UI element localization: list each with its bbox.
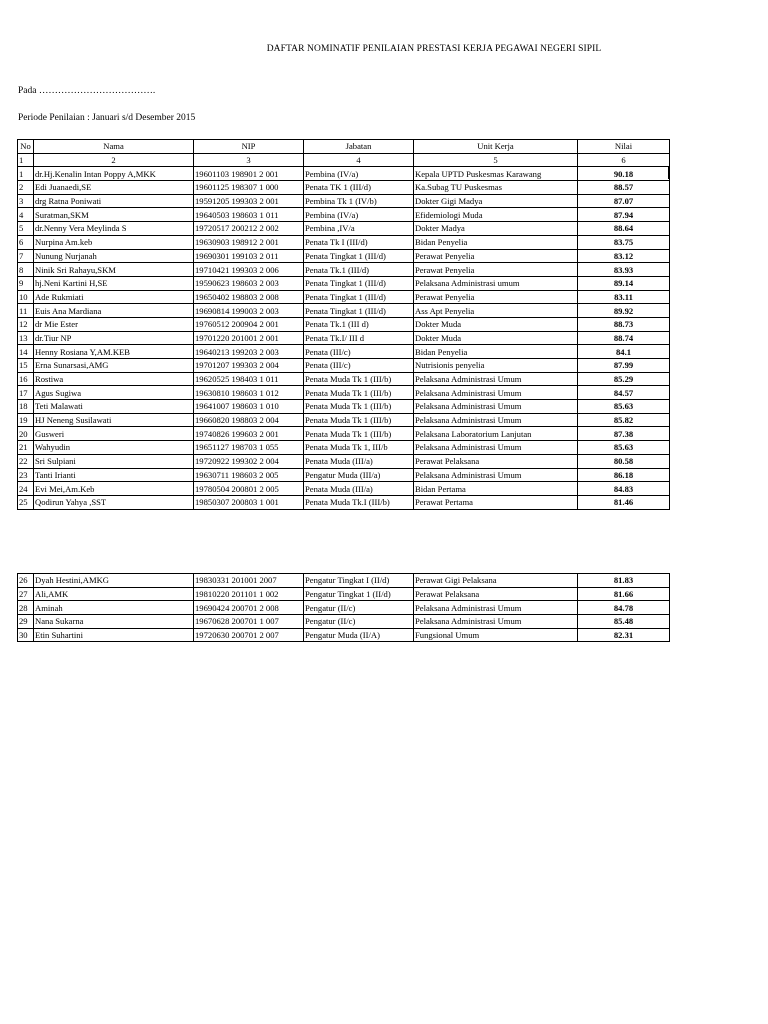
column-number: 3 [194, 153, 304, 167]
row-nama: Aminah [34, 601, 194, 615]
row-no: 16 [18, 372, 34, 386]
row-nama: Sri Sulpiani [34, 454, 194, 468]
header-row [18, 140, 670, 154]
row-unit-kerja: Pelaksana Administrasi umum [414, 276, 578, 290]
row-no: 27 [18, 587, 34, 601]
table-row [18, 628, 670, 642]
row-nilai: 83.93 [578, 263, 670, 277]
row-nip: 19660820 198803 2 004 [194, 413, 304, 427]
table-row [18, 615, 670, 629]
row-nilai: 87.38 [578, 427, 670, 441]
row-unit-kerja: Pelaksana Administrasi Umum [414, 468, 578, 482]
row-no: 21 [18, 441, 34, 455]
column-number: 4 [304, 153, 414, 167]
row-jabatan: Penata Tk I (III/d) [304, 235, 414, 249]
row-no: 14 [18, 345, 34, 359]
row-jabatan: Penata Tingkat 1 (III/d) [304, 249, 414, 263]
row-unit-kerja: Pelaksana Administrasi Umum [414, 372, 578, 386]
row-nip: 19740826 199603 2 001 [194, 427, 304, 441]
row-nama: dr Mie Ester [34, 317, 194, 331]
table-row [18, 482, 670, 496]
table-row [18, 413, 670, 427]
row-no: 26 [18, 574, 34, 588]
row-nilai: 88.74 [578, 331, 670, 345]
row-nip: 19630903 198912 2 001 [194, 235, 304, 249]
row-no: 4 [18, 208, 34, 222]
table-row [18, 317, 670, 331]
row-jabatan: Penata Muda Tk 1 (III/b) [304, 372, 414, 386]
table-row [18, 587, 670, 601]
row-unit-kerja: Dokter Gigi Madya [414, 194, 578, 208]
row-nama: Wahyudin [34, 441, 194, 455]
row-unit-kerja: Pelaksana Administrasi Umum [414, 441, 578, 455]
row-nip: 19701207 199303 2 004 [194, 359, 304, 373]
table-row [18, 331, 670, 345]
row-jabatan: Penata Muda Tk 1 (III/b) [304, 386, 414, 400]
row-nilai: 87.94 [578, 208, 670, 222]
pada-line: Pada ………………………………. [18, 86, 156, 96]
row-unit-kerja: Pelaksana Administrasi Umum [414, 386, 578, 400]
table-row [18, 427, 670, 441]
row-nilai: 89.14 [578, 276, 670, 290]
row-unit-kerja: Pelaksana Administrasi Umum [414, 400, 578, 414]
row-nilai: 81.66 [578, 587, 670, 601]
row-nama: hj.Neni Kartini H,SE [34, 276, 194, 290]
row-nama: dr.Tiur NP [34, 331, 194, 345]
periode-line: Periode Penilaian : Januari s/d Desember 2015 [18, 113, 196, 123]
row-no: 5 [18, 222, 34, 236]
table-row [18, 222, 670, 236]
table-row [18, 276, 670, 290]
row-nip: 19591205 199303 2 001 [194, 194, 304, 208]
row-no: 24 [18, 482, 34, 496]
row-nilai: 85.63 [578, 400, 670, 414]
row-unit-kerja: Pelaksana Laboratorium Lanjutan [414, 427, 578, 441]
row-jabatan: Pengatur Muda (II/A) [304, 628, 414, 642]
row-nip: 19590623 198603 2 003 [194, 276, 304, 290]
row-nip: 19720922 199302 2 004 [194, 454, 304, 468]
row-unit-kerja: Fungsional Umum [414, 628, 578, 642]
row-nip: 19780504 200801 2 005 [194, 482, 304, 496]
row-unit-kerja: Perawat Pertama [414, 495, 578, 509]
row-no: 7 [18, 249, 34, 263]
row-nip: 19601103 198901 2 001 [194, 167, 304, 181]
row-jabatan: Penata Muda Tk 1, III/b [304, 441, 414, 455]
table-row [18, 304, 670, 318]
row-jabatan: Penata Tingkat 1 (III/d) [304, 304, 414, 318]
row-nip: 19690424 200701 2 008 [194, 601, 304, 615]
column-number: 2 [34, 153, 194, 167]
row-unit-kerja: Bidan Penyelia [414, 235, 578, 249]
row-unit-kerja: Ka.Subag TU Puskesmas [414, 181, 578, 195]
row-nilai: 83.75 [578, 235, 670, 249]
row-nip: 19640213 199203 2 003 [194, 345, 304, 359]
row-nilai: 85.63 [578, 441, 670, 455]
row-nilai: 85.48 [578, 615, 670, 629]
row-jabatan: Pengatur Muda (III/a) [304, 468, 414, 482]
row-nama: Evi Mei,Am.Keb [34, 482, 194, 496]
row-nama: drg Ratna Poniwati [34, 194, 194, 208]
row-nilai: 80.58 [578, 454, 670, 468]
row-no: 6 [18, 235, 34, 249]
header-nama: Nama [34, 140, 194, 154]
row-unit-kerja: Nutrisionis penyelia [414, 359, 578, 373]
row-no: 1 [18, 167, 34, 181]
table-row [18, 345, 670, 359]
row-nilai: 83.11 [578, 290, 670, 304]
table-row [18, 249, 670, 263]
row-nilai: 85.82 [578, 413, 670, 427]
row-jabatan: Penata Muda Tk.I (III/b) [304, 495, 414, 509]
row-no: 17 [18, 386, 34, 400]
row-jabatan: Pembina (IV/a) [304, 167, 414, 181]
row-no: 11 [18, 304, 34, 318]
row-jabatan: Penata Muda Tk 1 (III/b) [304, 400, 414, 414]
header-jabatan: Jabatan [304, 140, 414, 154]
header-no: No [18, 140, 34, 154]
row-unit-kerja: Bidan Penyelia [414, 345, 578, 359]
row-nip: 19810220 201101 1 002 [194, 587, 304, 601]
row-no: 22 [18, 454, 34, 468]
row-nilai: 87.07 [578, 194, 670, 208]
row-nilai: 90.18 [578, 167, 670, 181]
row-unit-kerja: Perawat Pelaksana [414, 454, 578, 468]
table-row [18, 574, 670, 588]
row-nama: Henny Rosiana Y,AM.KEB [34, 345, 194, 359]
table-row [18, 181, 670, 195]
row-jabatan: Penata Muda Tk 1 (III/b) [304, 413, 414, 427]
row-nama: Gusweri [34, 427, 194, 441]
row-jabatan: Penata Tk.I/ III d [304, 331, 414, 345]
row-unit-kerja: Dokter Muda [414, 331, 578, 345]
row-nama: Dyah Hestini,AMKG [34, 574, 194, 588]
row-no: 20 [18, 427, 34, 441]
row-nilai: 81.46 [578, 495, 670, 509]
row-nama: Teti Malawati [34, 400, 194, 414]
header-nilai: Nilai [578, 140, 670, 154]
row-unit-kerja: Perawat Penyelia [414, 290, 578, 304]
assessment-table-continued [17, 573, 670, 642]
column-number: 6 [578, 153, 670, 167]
header-unit-kerja: Unit Kerja [414, 140, 578, 154]
row-nip: 19720630 200701 2 007 [194, 628, 304, 642]
row-nama: Nurpina Am.keb [34, 235, 194, 249]
row-nilai: 84.78 [578, 601, 670, 615]
row-nip: 19760512 200904 2 001 [194, 317, 304, 331]
row-nip: 19701220 201001 2 001 [194, 331, 304, 345]
row-nama: Nunung Nurjanah [34, 249, 194, 263]
row-no: 12 [18, 317, 34, 331]
row-unit-kerja: Pelaksana Administrasi Umum [414, 615, 578, 629]
row-nama: dr.Hj.Kenalin Intan Poppy A,MKK [34, 167, 194, 181]
table-row [18, 359, 670, 373]
row-jabatan: Pengatur Tingkat 1 (II/d) [304, 587, 414, 601]
column-number: 1 [18, 153, 34, 167]
row-nip: 19620525 198403 1 011 [194, 372, 304, 386]
table-row [18, 194, 670, 208]
row-unit-kerja: Dokter Muda [414, 317, 578, 331]
row-jabatan: Pengatur (II/c) [304, 601, 414, 615]
row-jabatan: Penata Muda (III/a) [304, 454, 414, 468]
row-nilai: 88.57 [578, 181, 670, 195]
row-nama: HJ Neneng Susilawati [34, 413, 194, 427]
row-jabatan: Penata Muda Tk 1 (III/b) [304, 427, 414, 441]
row-unit-kerja: Bidan Pertama [414, 482, 578, 496]
row-nip: 19641007 198603 1 010 [194, 400, 304, 414]
row-no: 2 [18, 181, 34, 195]
row-jabatan: Penata Tingkat 1 (III/d) [304, 276, 414, 290]
row-nip: 19720517 200212 2 002 [194, 222, 304, 236]
row-no: 25 [18, 495, 34, 509]
row-no: 3 [18, 194, 34, 208]
row-nip: 19850307 200803 1 001 [194, 495, 304, 509]
row-jabatan: Penata TK 1 (III/d) [304, 181, 414, 195]
row-jabatan: Penata (III/c) [304, 345, 414, 359]
row-jabatan: Pembina (IV/a) [304, 208, 414, 222]
row-jabatan: Pengatur (II/c) [304, 615, 414, 629]
row-nip: 19650402 198803 2 008 [194, 290, 304, 304]
row-nama: Agus Sugiwa [34, 386, 194, 400]
row-nip: 19630810 198603 1 012 [194, 386, 304, 400]
row-nip: 19690301 199103 2 011 [194, 249, 304, 263]
table-row [18, 495, 670, 509]
row-no: 9 [18, 276, 34, 290]
row-jabatan: Pengatur Tingkat I (II/d) [304, 574, 414, 588]
row-nama: Etin Suhartini [34, 628, 194, 642]
row-nilai: 87.99 [578, 359, 670, 373]
table-row [18, 400, 670, 414]
row-no: 19 [18, 413, 34, 427]
row-unit-kerja: Perawat Penyelia [414, 249, 578, 263]
row-nama: Ade Rukmiati [34, 290, 194, 304]
row-unit-kerja: Perawat Pelaksana [414, 587, 578, 601]
row-nip: 19710421 199303 2 006 [194, 263, 304, 277]
row-no: 23 [18, 468, 34, 482]
row-nama: Ali,AMK [34, 587, 194, 601]
row-nama: Euis Ana Mardiana [34, 304, 194, 318]
table-row [18, 454, 670, 468]
row-jabatan: Pembina Tk 1 (IV/b) [304, 194, 414, 208]
row-unit-kerja: Pelaksana Administrasi Umum [414, 413, 578, 427]
row-nilai: 89.92 [578, 304, 670, 318]
assessment-table [17, 139, 670, 510]
row-nama: Suratman,SKM [34, 208, 194, 222]
row-nilai: 85.29 [578, 372, 670, 386]
row-nama: Rostiwa [34, 372, 194, 386]
row-no: 28 [18, 601, 34, 615]
row-no: 29 [18, 615, 34, 629]
row-no: 10 [18, 290, 34, 304]
row-nilai: 88.64 [578, 222, 670, 236]
row-no: 18 [18, 400, 34, 414]
table-row [18, 167, 670, 181]
row-nama: Tanti Irianti [34, 468, 194, 482]
row-unit-kerja: Ass Apt Penyelia [414, 304, 578, 318]
row-nama: dr.Nenny Vera Meylinda S [34, 222, 194, 236]
column-number-row [18, 153, 670, 167]
table-row [18, 263, 670, 277]
row-nip: 19651127 198703 1 055 [194, 441, 304, 455]
row-jabatan: Penata Tingkat 1 (III/d) [304, 290, 414, 304]
row-nama: Erna Sunarsasi,AMG [34, 359, 194, 373]
row-no: 15 [18, 359, 34, 373]
row-nip: 19690814 199003 2 003 [194, 304, 304, 318]
row-no: 13 [18, 331, 34, 345]
table-row [18, 235, 670, 249]
row-unit-kerja: Perawat Gigi Pelaksana [414, 574, 578, 588]
row-nilai: 83.12 [578, 249, 670, 263]
table-row [18, 468, 670, 482]
row-nama: Ninik Sri Rahayu,SKM [34, 263, 194, 277]
header-nip: NIP [194, 140, 304, 154]
row-nip: 19830331 201001 2007 [194, 574, 304, 588]
row-nip: 19640503 198603 1 011 [194, 208, 304, 222]
row-nilai: 84.57 [578, 386, 670, 400]
table-row [18, 601, 670, 615]
row-jabatan: Penata Muda (III/a) [304, 482, 414, 496]
row-nip: 19630711 198603 2 005 [194, 468, 304, 482]
table-row [18, 208, 670, 222]
row-jabatan: Penata Tk.1 (III d) [304, 317, 414, 331]
row-unit-kerja: Pelaksana Administrasi Umum [414, 601, 578, 615]
row-unit-kerja: Efidemiologi Muda [414, 208, 578, 222]
row-unit-kerja: Kepala UPTD Puskesmas Karawang [414, 167, 578, 181]
row-nip: 19670628 200701 1 007 [194, 615, 304, 629]
document-title: DAFTAR NOMINATIF PENILAIAN PRESTASI KERJA PEGAWAI NEGERI SIPIL [266, 44, 602, 54]
table-row [18, 386, 670, 400]
row-nilai: 82.31 [578, 628, 670, 642]
row-nilai: 84.1 [578, 345, 670, 359]
row-nilai: 86.18 [578, 468, 670, 482]
row-unit-kerja: Perawat Penyelia [414, 263, 578, 277]
row-nip: 19601125 198307 1 000 [194, 181, 304, 195]
row-jabatan: Pembina ,IV/a [304, 222, 414, 236]
row-nama: Qodirun Yahya ,SST [34, 495, 194, 509]
row-unit-kerja: Dokter Madya [414, 222, 578, 236]
column-number: 5 [414, 153, 578, 167]
table-row [18, 290, 670, 304]
table-row [18, 441, 670, 455]
row-no: 30 [18, 628, 34, 642]
row-no: 8 [18, 263, 34, 277]
row-jabatan: Penata (III/c) [304, 359, 414, 373]
row-nama: Edi Juanaedi,SE [34, 181, 194, 195]
table-row [18, 372, 670, 386]
cell-border-mark [668, 167, 669, 179]
row-jabatan: Penata Tk.1 (III/d) [304, 263, 414, 277]
row-nilai: 88.73 [578, 317, 670, 331]
row-nilai: 81.83 [578, 574, 670, 588]
row-nama: Nana Sukarna [34, 615, 194, 629]
row-nilai: 84.83 [578, 482, 670, 496]
